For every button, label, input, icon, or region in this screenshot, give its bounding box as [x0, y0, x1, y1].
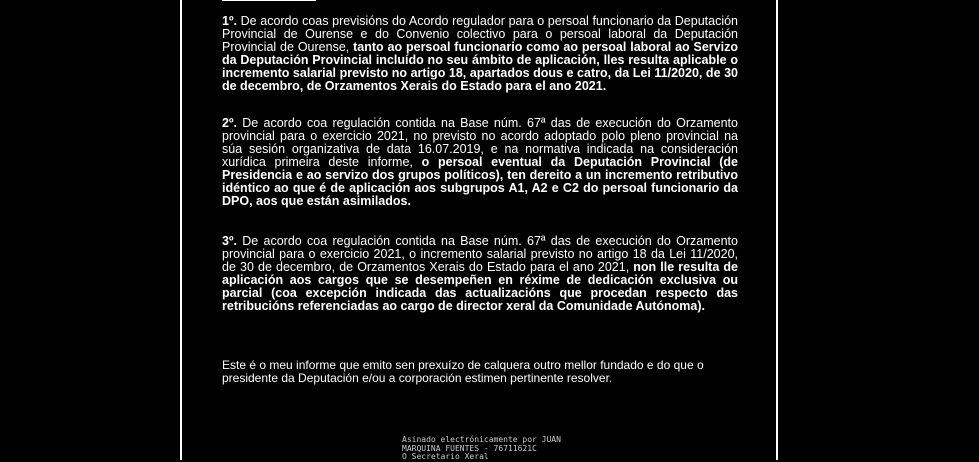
paragraph-1-number: 1º. — [222, 14, 237, 28]
paragraph-3-number: 3º. — [222, 234, 237, 248]
top-rule — [222, 0, 316, 1]
paragraph-1-bold-text: tanto ao persoal funcionario como ao persoal laboral ao Servizo da Deputación Provincial incluído no seu ámbito de aplicación, lles resulta aplicable o incremento salarial previsto no artigo 18, apartados dous e catro, da Lei 11/2020, de 30 de decembro, de Orzamentos Xerais do Estado para el ano 2021. — [222, 40, 738, 93]
signature-line-3: O Secretario Xeral — [402, 452, 489, 461]
paragraph-2-bold-text: o persoal eventual da Deputación Provincial (de Presidencia e ao servizo dos grupos políticos), ten dereito a un incremento retributivo idéntico ao que é de aplicación aos subgrupos A1, A2 e C2 do persoal funcionario da DPO, aos que están asimilados. — [222, 155, 738, 208]
paragraph-1-text: De acordo coas previsións do Acordo regulador para o persoal funcionario da Deputación Provincial de Ourense e do Convenio colectivo para o persoal laboral da Deputación Provincial de Ourense, — [222, 14, 738, 54]
paragraph-3 — [222, 235, 738, 313]
closing-statement: Este é o meu informe que emito sen prexuízo de calquera outro mellor fundado e do que o presidente da Deputación e/ou a corporación estimen pertinente resolver. — [222, 358, 704, 385]
paragraph-3-text: De acordo coa regulación contida na Base núm. 67ª das de execución do Orzamento provincial para o exercicio 2021, o incremento salarial previsto no artigo 18 da Lei 11/2020, de 30 de decembro, de Orzamentos Xerais do Estado para el ano 2021, — [222, 234, 738, 274]
paragraph-2-number: 2º. — [222, 116, 237, 130]
paragraph-3-bold-text: non lle resulta de aplicación aos cargos que se desempeñen en réxime de dedicación exclusiva ou parcial (coa excepción indicada das actualizacións que procedan respecto das retribucións referenciadas ao cargo de director xeral da Comunidade Autónoma). — [222, 260, 738, 313]
signature-line-1: Asinado electrónicamente por JUAN — [402, 435, 561, 444]
electronic-signature — [402, 436, 662, 462]
paragraph-1 — [222, 15, 738, 93]
paragraph-2-text: De acordo coa regulación contida na Base núm. 67ª das de execución do Orzamento provincial para o exercicio 2021, no previsto no acordo adoptado polo pleno provincial na súa sesión organizativa de data 16.07.2019, e na normativa indicada na consideración xurídica primeira deste informe, — [222, 116, 738, 169]
document-page — [180, 0, 778, 460]
paragraph-2 — [222, 117, 738, 208]
signature-line-2: MARQUINA FUENTES - 76711621C — [402, 443, 537, 453]
